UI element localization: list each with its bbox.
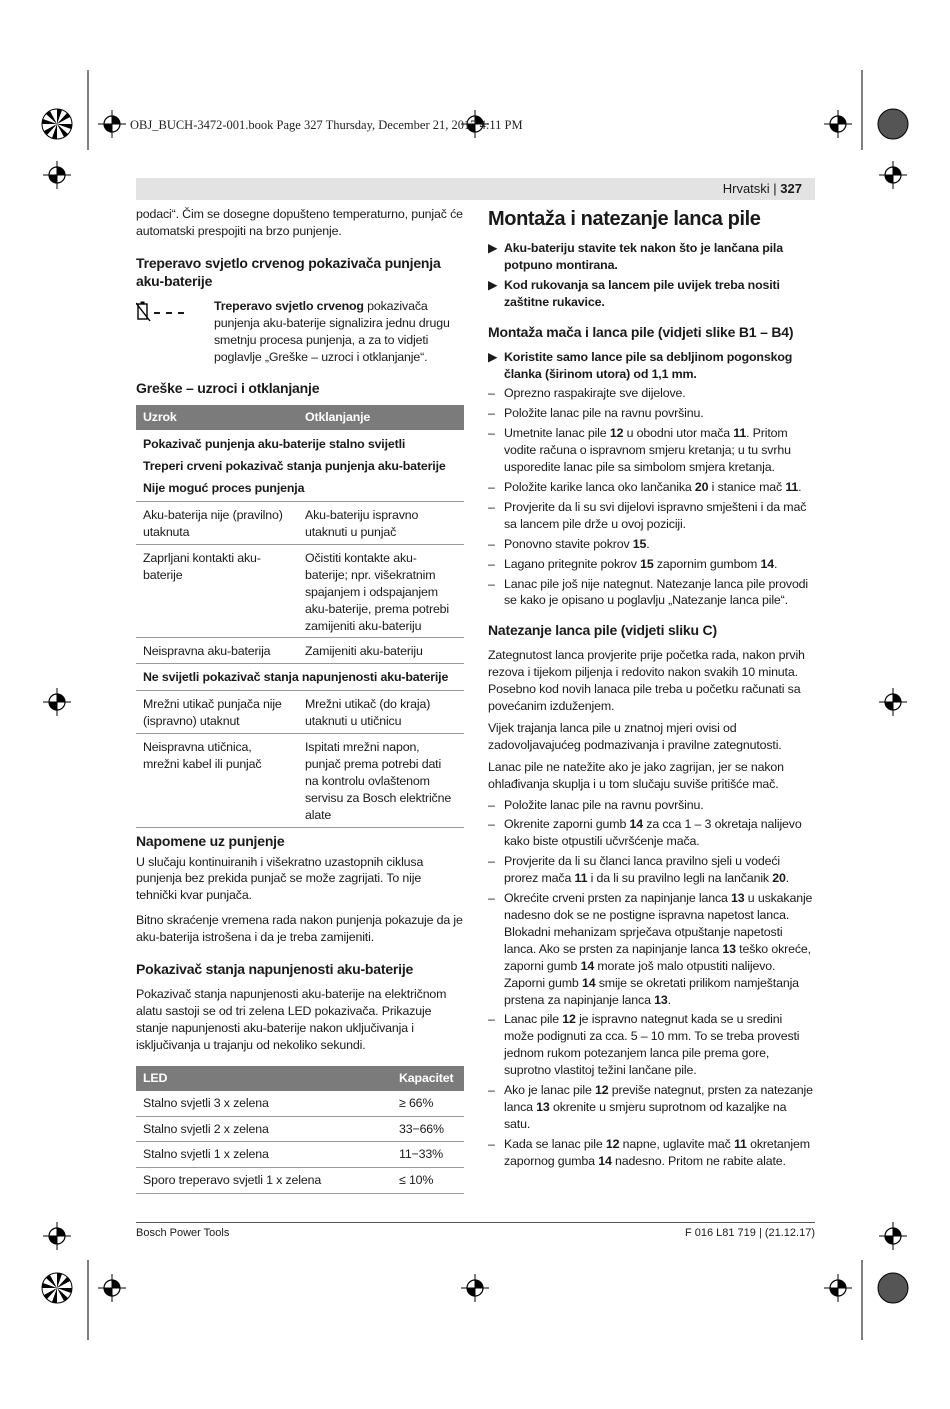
step-item xyxy=(488,890,815,1008)
step-text: Ako je lanac pile xyxy=(504,1083,595,1098)
part-number: 20 xyxy=(694,479,709,494)
cause-cell: Mrežni utikač punjača nije (ispravno) utaknut xyxy=(136,691,298,734)
warning-item xyxy=(488,277,815,311)
dash-bullet: – xyxy=(488,1083,495,1098)
step-item xyxy=(488,499,815,533)
step-item xyxy=(488,576,815,610)
tension-steps-list xyxy=(488,797,815,1170)
step-text: i stanice mač xyxy=(708,479,786,494)
step-text: zapornim gumbom xyxy=(653,556,761,571)
step-text: je ispravno nategnut kada se u sredini može podignuti za cca. 5 – 10 mm. To se treba provesti jednom rukom potezanjem lanca pile prema gore, suprotno vlastitoj težini lančane pile. xyxy=(504,1012,800,1078)
group-row xyxy=(136,664,464,691)
dash-bullet: – xyxy=(488,556,495,571)
step-text: u uskakanje nadesno dok se ne postigne ispravna napetost lanca. Blokadni mehanizam sprječava otpuštanje napetosti lanca. Ako se prsten za napinjanje lanca xyxy=(504,891,813,956)
step-text: previše nategnut, prsten za natezanje lanca xyxy=(504,1083,813,1114)
dash-bullet: – xyxy=(488,406,495,421)
step-text: . xyxy=(774,556,778,571)
step-item xyxy=(488,405,815,422)
step-item xyxy=(488,816,815,850)
tension-paragraph-1: Zategnutost lanca provjerite prije početka rada, nakon prvih rezova i tijekom piljenja i redovito nakon svakih 10 minuta. Posebno kod novih lanaca pile treba u početku računati sa povećanim izduženjem. xyxy=(488,648,805,714)
notes-heading: Napomene uz punjenje xyxy=(136,832,285,849)
part-number: 14 xyxy=(580,958,595,973)
blink-indicator xyxy=(136,298,464,366)
dash-bullet: – xyxy=(488,426,495,441)
notes-paragraph-1: U slučaju kontinuiranih i višekratno uzastopnih ciklusa punjenja bez prekida punjač se može zagrijati. To nije tehnički kvar punjača. xyxy=(136,854,424,903)
step-text: . xyxy=(667,992,671,1007)
step-text: Okrenite zaporni gumb xyxy=(504,817,630,832)
part-number: 20 xyxy=(772,871,786,886)
cause-cell: Aku-baterija nije (pravilno) utaknuta xyxy=(136,502,298,545)
step-text: . xyxy=(798,479,802,494)
table-row xyxy=(136,1116,464,1142)
warning-text: Koristite samo lance pile sa debljinom pogonskog članka (širinom utora) od 1,1 mm. xyxy=(504,349,793,381)
fix-cell: Očistiti kontakte aku-baterije; npr. višekratnim spajanjem i odspajanjem aku-baterije, prema potrebi zamijeniti aku-bateriju xyxy=(298,544,464,638)
led-table-header xyxy=(136,1066,464,1091)
step-text: teško okreće, zaporni gumb xyxy=(504,941,811,973)
section-title: Montaža i natezanje lanca pile xyxy=(488,208,761,230)
intro-paragraph: podaci“. Čim se dosegne dopušteno temperaturno, punjač će automatski prespojiti na brzo punjenje. xyxy=(136,207,463,238)
dash-bullet: – xyxy=(488,499,495,514)
step-text: Lagano pritegnite pokrov xyxy=(504,556,641,571)
triangle-bullet-icon: ▶ xyxy=(488,349,498,364)
step-text: Položite karike lanca oko lančanika xyxy=(504,479,695,494)
group-label: Pokazivač punjenja aku-baterije stalno svijetli xyxy=(143,437,406,452)
warnings-list xyxy=(488,240,815,311)
capacity-cell: 11−33% xyxy=(392,1142,464,1168)
step-text: . xyxy=(785,871,790,886)
part-number: 12 xyxy=(605,1136,620,1151)
step-text: . Pritom vodite računa o ispravnom smjeru kretanja; u tu svrhu usporedite lanac pile sa simbolom smjera kretanja. xyxy=(504,426,791,475)
group-row xyxy=(136,455,464,477)
errors-heading: Greške – uzroci i otklanjanje xyxy=(136,380,320,397)
step-text: morate još malo otpustiti nalijevo. Zaporni gumb xyxy=(504,958,776,990)
step-text: i da li su pravilno legli na lančanik xyxy=(587,871,773,886)
blink-heading: Treperavo svjetlo crvenog pokazivača punjenja aku-baterije xyxy=(136,254,441,289)
dash-bullet: – xyxy=(488,854,495,869)
blink-text: pokazivača punjenja aku-baterije signalizira jednu drugu smetnju procesa punjenja, a za to vidjeti poglavlje „Greške – uzroci i otklanjanje“. xyxy=(214,298,450,364)
group-label: Nije moguć proces punjenja xyxy=(136,477,464,501)
step-text: Lanac pile još nije nategnut. Natezanje lanca pile provodi se kako je opisano u poglavlju „Natezanje lanca pile“. xyxy=(504,576,809,608)
step-text: Provjerite da li su svi dijelovi ispravno smješteni i da mač sa lancem pile drže u ovoj poziciji. xyxy=(504,499,807,531)
part-number: 11 xyxy=(733,426,747,441)
part-number: 15 xyxy=(632,536,647,551)
page-header xyxy=(723,181,802,196)
step-item xyxy=(488,853,815,887)
header-language: Hrvatski xyxy=(722,181,770,196)
table-row xyxy=(136,544,464,638)
dash-bullet: – xyxy=(488,479,495,494)
table-row xyxy=(136,734,464,828)
warning-item xyxy=(488,240,815,274)
fix-cell: Aku-bateriju ispravno utaknuti u punjač xyxy=(298,502,464,545)
part-number: 14 xyxy=(629,817,643,832)
group-row xyxy=(136,430,464,455)
group-label: Ne svijetli pokazivač stanja napunjenosti aku-baterije xyxy=(136,664,464,691)
step-item xyxy=(488,556,815,573)
step-text: Položite lanac pile na ravnu površinu. xyxy=(504,797,704,812)
print-header: OBJ_BUCH-3472-001.book Page 327 Thursday, December 21, 2017 4:11 PM xyxy=(130,118,523,132)
dash-bullet: – xyxy=(488,817,495,832)
dash-bullet: – xyxy=(488,536,495,551)
part-number: 13 xyxy=(731,891,745,906)
tension-paragraph-3: Lanac pile ne natežite ako je jako zagrijan, jer se nakon ohlađivanja skuplja i u tom slučaju suviše pritišće mač. xyxy=(488,759,784,791)
step-item xyxy=(488,1011,815,1079)
capacity-cell: ≤ 10% xyxy=(392,1168,464,1194)
dash-bullet: – xyxy=(488,891,495,906)
step-text: za cca 1 – 3 okretaja nalijevo kako biste otpustili učvršćenje mača. xyxy=(504,817,802,849)
step-text: Umetnite lanac pile xyxy=(504,426,610,441)
part-number: 14 xyxy=(760,556,775,571)
part-number: 11 xyxy=(574,871,588,886)
group-label: Treperi crveni pokazivač stanja punjenja aku-baterije xyxy=(143,459,446,474)
capacity-cell: 33−66% xyxy=(392,1116,464,1142)
part-number: 13 xyxy=(654,992,668,1007)
step-item xyxy=(488,797,815,814)
footer-divider xyxy=(136,1222,815,1223)
step-item xyxy=(488,536,815,553)
table-row xyxy=(136,691,464,734)
triangle-bullet-icon: ▶ xyxy=(488,241,498,255)
step-text: nadesno. Pritom ne rabite alate. xyxy=(611,1153,786,1168)
col-capacity: Kapacitet xyxy=(392,1066,464,1091)
group-row xyxy=(136,477,464,501)
mount-heading: Montaža mača i lanca pile (vidjeti slike B1 – B4) xyxy=(488,323,794,340)
part-number: 12 xyxy=(594,1083,609,1098)
dash-bullet: – xyxy=(488,386,495,401)
part-number: 14 xyxy=(598,1153,612,1168)
step-item xyxy=(488,385,815,402)
step-item xyxy=(488,425,815,476)
step-text: Lanac pile xyxy=(504,1012,563,1027)
blink-description xyxy=(214,298,464,366)
triangle-bullet-icon: ▶ xyxy=(488,277,498,292)
mount-steps-list xyxy=(488,385,815,609)
fix-cell: Mrežni utikač (do kraja) utaknuti u utičnicu xyxy=(298,691,464,734)
header-band xyxy=(136,178,815,200)
cause-cell: Zaprljani kontakti aku-baterije xyxy=(136,544,298,638)
part-number: 11 xyxy=(785,479,799,494)
left-column xyxy=(136,206,464,1194)
step-item xyxy=(488,1136,815,1170)
led-cell: Stalno svjetli 2 x zelena xyxy=(136,1116,392,1142)
col-led: LED xyxy=(136,1066,392,1091)
page-number: 327 xyxy=(780,181,802,196)
mount-warning-list xyxy=(488,349,815,383)
step-item xyxy=(488,479,815,496)
col-cause: Uzrok xyxy=(136,405,298,430)
dash-bullet: – xyxy=(488,1136,495,1151)
warning-text: Aku-bateriju stavite tek nakon što je lančana pila potpuno montirana. xyxy=(504,241,783,272)
part-number: 14 xyxy=(581,975,596,990)
step-text: Ponovno stavite pokrov xyxy=(504,536,633,551)
led-cell: Sporo treperavo svjetli 1 x zelena xyxy=(136,1168,392,1194)
tension-heading: Natezanje lanca pile (vidjeti sliku C) xyxy=(488,622,717,639)
right-column xyxy=(488,206,815,1176)
step-text: Položite lanac pile na ravnu površinu. xyxy=(504,406,704,421)
dash-bullet: – xyxy=(488,1012,495,1027)
table-row xyxy=(136,1142,464,1168)
table-row xyxy=(136,1091,464,1116)
footer-brand: Bosch Power Tools xyxy=(136,1227,230,1239)
step-text: okretanjem zapornog gumba xyxy=(504,1136,810,1168)
led-cell: Stalno svjetli 3 x zelena xyxy=(136,1091,392,1116)
dash-bullet: – xyxy=(488,797,495,812)
led-table xyxy=(136,1066,464,1195)
fix-cell: Zamijeniti aku-bateriju xyxy=(298,638,464,664)
fix-cell: Ispitati mrežni napon, punjač prema potrebi dati na kontrolu ovlaštenom servisu za Bosch električne alate xyxy=(298,734,464,828)
part-number: 13 xyxy=(722,941,736,956)
step-text: Provjerite da li su članci lanca pravilno sjeli u vodeći prorez mača xyxy=(504,854,781,886)
step-text: okrenite u smjeru suprotnom od kazaljke na satu. xyxy=(504,1099,787,1131)
step-text: Kada se lanac pile xyxy=(504,1136,606,1151)
table-row xyxy=(136,1168,464,1194)
part-number: 11 xyxy=(733,1136,747,1151)
warning-text: Kod rukovanja sa lancem pile uvijek treba nositi zaštitne rukavice. xyxy=(504,277,780,309)
part-number: 15 xyxy=(640,556,654,571)
step-item xyxy=(488,1082,815,1133)
charge-heading: Pokazivač stanja napunjenosti aku-baterije xyxy=(136,961,414,978)
part-number: 12 xyxy=(609,426,624,441)
step-text: smije se okretati prilikom namještanja prstena za napinjanje lanca xyxy=(504,975,799,1007)
part-number: 12 xyxy=(562,1012,576,1027)
battery-crossed-dashes-icon xyxy=(136,298,214,366)
step-text: Oprezno raspakirajte sve dijelove. xyxy=(504,386,686,401)
col-fix: Otklanjanje xyxy=(298,405,464,430)
errors-table xyxy=(136,405,464,827)
dash-bullet: – xyxy=(488,576,495,591)
table-row xyxy=(136,638,464,664)
errors-table-header xyxy=(136,405,464,430)
charge-paragraph: Pokazivač stanja napunjenosti aku-baterije na električnom alatu sastoji se od tri zelena LED pokazivača. Prikazuje stanje napunjenosti aku-baterije nakon uključivanja i isključivanja u trajanju od nekoliko sekundi. xyxy=(136,987,447,1052)
table-row xyxy=(136,502,464,545)
blink-bold: Treperavo svjetlo crvenog xyxy=(214,298,364,313)
step-text: u obodni utor mača xyxy=(623,426,734,441)
step-text: . xyxy=(646,536,650,551)
step-text: napne, uglavite mač xyxy=(619,1136,734,1151)
warning-item xyxy=(488,349,815,383)
header-separator: | xyxy=(769,181,781,196)
cause-cell: Neispravna utičnica, mrežni kabel ili punjač xyxy=(136,734,298,828)
led-cell: Stalno svjetli 1 x zelena xyxy=(136,1142,392,1168)
tension-paragraph-2: Vijek trajanja lanca pile u znatnoj mjeri ovisi od zadovoljavajućeg podmazivanja i pravilne zategnutosti. xyxy=(488,720,782,752)
footer-doc-id: F 016 L81 719 | (21.12.17) xyxy=(684,1227,815,1239)
notes-paragraph-2: Bitno skraćenje vremena rada nakon punjenja pokazuje da je aku-baterija istrošena i da je treba zamijeniti. xyxy=(136,913,463,945)
step-text: Okrećite crveni prsten za napinjanje lanca xyxy=(504,891,732,906)
capacity-cell: ≥ 66% xyxy=(392,1091,464,1116)
cause-cell: Neispravna aku-baterija xyxy=(136,638,298,664)
part-number: 13 xyxy=(536,1099,550,1114)
